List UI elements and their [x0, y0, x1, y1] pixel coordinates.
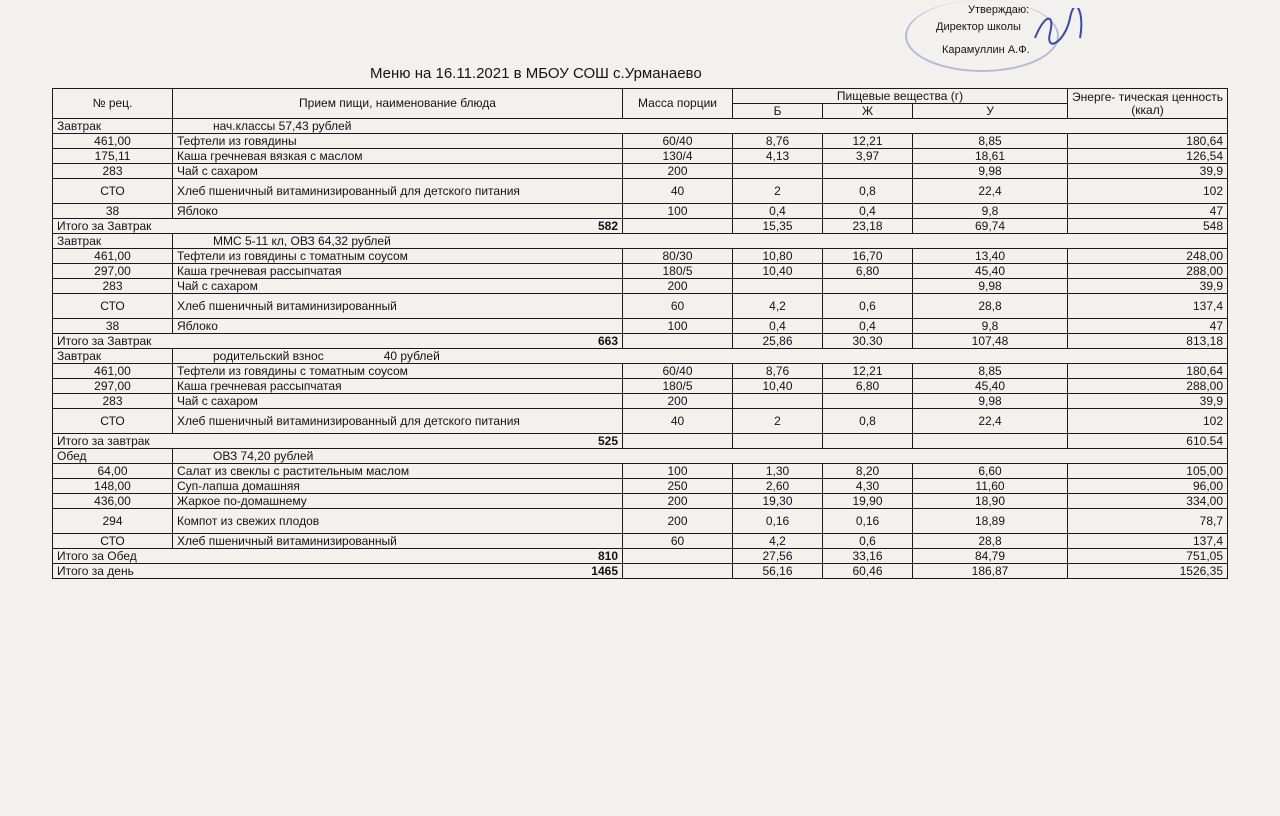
cell-mass: 60	[623, 294, 733, 319]
section-label: Завтрак	[53, 349, 173, 364]
total-label-text: Итого за Обед	[57, 548, 137, 563]
cell-mass: 180/5	[623, 379, 733, 394]
cell-kcal: 47	[1068, 319, 1228, 334]
cell-name: Компот из свежих плодов	[173, 509, 623, 534]
cell-u: 18,89	[913, 509, 1068, 534]
section-total-row	[53, 219, 1228, 234]
approval-line-1: Утверждаю:	[968, 4, 1030, 16]
cell-zh: 3,97	[823, 149, 913, 164]
cell-rec: 297,00	[53, 379, 173, 394]
section-total-row	[53, 334, 1228, 349]
cell-name: Каша гречневая рассыпчатая	[173, 264, 623, 279]
total-u: 107,48	[913, 334, 1068, 349]
section-total-label	[53, 549, 623, 564]
cell-rec: 461,00	[53, 364, 173, 379]
cell-kcal: 47	[1068, 204, 1228, 219]
table-row	[53, 149, 1228, 164]
cell-kcal: 180,64	[1068, 364, 1228, 379]
cell-name: Чай с сахаром	[173, 164, 623, 179]
cell-rec: СТО	[53, 179, 173, 204]
cell-zh: 8,20	[823, 464, 913, 479]
total-mass: 663	[597, 333, 618, 348]
cell-mass: 60	[623, 534, 733, 549]
cell-kcal: 39,9	[1068, 279, 1228, 294]
cell-u: 9,98	[913, 394, 1068, 409]
header-nutrients: Пищевые вещества (г)	[733, 89, 1068, 104]
cell-b: 2,60	[733, 479, 823, 494]
section-subtitle	[173, 119, 1228, 134]
cell-b: 8,76	[733, 134, 823, 149]
cell-mass: 130/4	[623, 149, 733, 164]
total-b	[733, 434, 823, 449]
cell-u: 9,98	[913, 164, 1068, 179]
cell-mass: 200	[623, 494, 733, 509]
cell-u: 22,4	[913, 409, 1068, 434]
day-total-mass: 1465	[591, 563, 618, 578]
section-price: 40 рублей	[383, 348, 440, 363]
section-total-label	[53, 334, 623, 349]
table-row	[53, 294, 1228, 319]
day-total-row	[53, 564, 1228, 579]
cell-mass: 200	[623, 164, 733, 179]
cell-zh	[823, 279, 913, 294]
cell-u: 45,40	[913, 379, 1068, 394]
cell-name: Чай с сахаром	[173, 394, 623, 409]
cell-b	[733, 394, 823, 409]
total-kcal: 610.54	[1068, 434, 1228, 449]
cell-kcal: 39,9	[1068, 394, 1228, 409]
cell-b: 10,40	[733, 264, 823, 279]
cell-name: Хлеб пшеничный витаминизированный	[173, 534, 623, 549]
cell-zh: 12,21	[823, 134, 913, 149]
table-row	[53, 464, 1228, 479]
section-label: Завтрак	[53, 119, 173, 134]
section-header-row	[53, 119, 1228, 134]
section-total-row	[53, 549, 1228, 564]
cell-mass: 180/5	[623, 264, 733, 279]
approval-block	[930, 2, 1150, 59]
cell-name: Суп-лапша домашняя	[173, 479, 623, 494]
cell-rec: 38	[53, 319, 173, 334]
cell-b: 0,16	[733, 509, 823, 534]
total-b: 27,56	[733, 549, 823, 564]
cell-rec: 461,00	[53, 249, 173, 264]
cell-name: Хлеб пшеничный витаминизированный для детского питания	[173, 409, 623, 434]
cell-b: 4,2	[733, 294, 823, 319]
cell-name: Каша гречневая рассыпчатая	[173, 379, 623, 394]
header-energy: Энерге- тическая ценность (ккал)	[1068, 89, 1228, 119]
cell-mass: 100	[623, 319, 733, 334]
cell-rec: 283	[53, 279, 173, 294]
table-row	[53, 319, 1228, 334]
total-kcal: 813,18	[1068, 334, 1228, 349]
cell-kcal: 180,64	[1068, 134, 1228, 149]
total-u: 84,79	[913, 549, 1068, 564]
menu-body	[53, 119, 1228, 579]
section-total-label	[53, 219, 623, 234]
page-title: Меню на 16.11.2021 в МБОУ СОШ с.Урманаево	[370, 65, 702, 82]
cell-u: 45,40	[913, 264, 1068, 279]
total-zh: 23,18	[823, 219, 913, 234]
cell-mass: 40	[623, 179, 733, 204]
cell-kcal: 78,7	[1068, 509, 1228, 534]
cell-name: Хлеб пшеничный витаминизированный для детского питания	[173, 179, 623, 204]
total-kcal: 548	[1068, 219, 1228, 234]
cell-rec: 461,00	[53, 134, 173, 149]
cell-name: Жаркое по-домашнему	[173, 494, 623, 509]
cell-mass: 80/30	[623, 249, 733, 264]
cell-b: 4,2	[733, 534, 823, 549]
header-b: Б	[733, 104, 823, 119]
day-total-label	[53, 564, 623, 579]
cell-name: Тефтели из говядины с томатным соусом	[173, 249, 623, 264]
cell-b: 0,4	[733, 204, 823, 219]
cell-rec: 297,00	[53, 264, 173, 279]
section-total-row	[53, 434, 1228, 449]
cell-kcal: 102	[1068, 179, 1228, 204]
cell-u: 13,40	[913, 249, 1068, 264]
cell-zh: 0,8	[823, 179, 913, 204]
total-u	[913, 434, 1068, 449]
cell-b	[733, 279, 823, 294]
header-u: У	[913, 104, 1068, 119]
cell-rec: 283	[53, 394, 173, 409]
cell-mass: 60/40	[623, 364, 733, 379]
table-row	[53, 134, 1228, 149]
cell-b: 1,30	[733, 464, 823, 479]
total-label-text: Итого за завтрак	[57, 433, 150, 448]
cell-name: Каша гречневая вязкая с маслом	[173, 149, 623, 164]
cell-name: Чай с сахаром	[173, 279, 623, 294]
cell-mass: 200	[623, 279, 733, 294]
section-header-row	[53, 349, 1228, 364]
section-subtitle-text: ОВЗ 74,20 рублей	[213, 448, 314, 463]
cell-rec: СТО	[53, 409, 173, 434]
cell-kcal: 334,00	[1068, 494, 1228, 509]
cell-rec: 175,11	[53, 149, 173, 164]
cell-mass: 60/40	[623, 134, 733, 149]
cell-name: Хлеб пшеничный витаминизированный	[173, 294, 623, 319]
cell-rec: 283	[53, 164, 173, 179]
cell-zh: 0,8	[823, 409, 913, 434]
cell-b: 2	[733, 409, 823, 434]
cell-b	[733, 164, 823, 179]
section-subtitle-text: нач.классы 57,43 рублей	[213, 118, 352, 133]
section-label: Обед	[53, 449, 173, 464]
cell-zh: 6,80	[823, 264, 913, 279]
table-row	[53, 409, 1228, 434]
cell-zh: 0,16	[823, 509, 913, 534]
total-mass: 582	[597, 218, 618, 233]
cell-kcal: 105,00	[1068, 464, 1228, 479]
total-zh: 30.30	[823, 334, 913, 349]
cell-mass: 100	[623, 464, 733, 479]
cell-u: 22,4	[913, 179, 1068, 204]
cell-b: 2	[733, 179, 823, 204]
cell-mass: 200	[623, 509, 733, 534]
cell-u: 9,98	[913, 279, 1068, 294]
approval-line-3: Карамуллин А.Ф.	[942, 44, 1030, 56]
cell-u: 28,8	[913, 534, 1068, 549]
cell-zh	[823, 164, 913, 179]
cell-empty	[623, 434, 733, 449]
table-row	[53, 494, 1228, 509]
total-label-text: Итого за Завтрак	[57, 333, 152, 348]
table-row	[53, 509, 1228, 534]
cell-name: Яблоко	[173, 319, 623, 334]
header-name: Прием пищи, наименование блюда	[173, 89, 623, 119]
cell-b: 10,80	[733, 249, 823, 264]
menu-table	[52, 88, 1228, 579]
cell-kcal: 137,4	[1068, 534, 1228, 549]
cell-b: 19,30	[733, 494, 823, 509]
cell-zh: 16,70	[823, 249, 913, 264]
section-subtitle-text: родительский взнос	[213, 348, 324, 363]
day-total-b: 56,16	[733, 564, 823, 579]
cell-rec: 148,00	[53, 479, 173, 494]
table-row	[53, 179, 1228, 204]
cell-mass: 40	[623, 409, 733, 434]
total-zh	[823, 434, 913, 449]
cell-empty	[623, 334, 733, 349]
cell-u: 6,60	[913, 464, 1068, 479]
approval-line-2: Директор школы	[936, 21, 1021, 33]
total-label-text: Итого за Завтрак	[57, 218, 152, 233]
day-total-label-text: Итого за день	[57, 563, 134, 578]
cell-u: 28,8	[913, 294, 1068, 319]
table-row	[53, 249, 1228, 264]
cell-empty	[623, 564, 733, 579]
cell-kcal: 137,4	[1068, 294, 1228, 319]
total-kcal: 751,05	[1068, 549, 1228, 564]
cell-b: 8,76	[733, 364, 823, 379]
cell-mass: 250	[623, 479, 733, 494]
header-mass: Масса порции	[623, 89, 733, 119]
cell-zh: 12,21	[823, 364, 913, 379]
cell-u: 9,8	[913, 319, 1068, 334]
table-row	[53, 264, 1228, 279]
section-header-row	[53, 234, 1228, 249]
table-row	[53, 279, 1228, 294]
cell-zh: 0,6	[823, 534, 913, 549]
cell-u: 11,60	[913, 479, 1068, 494]
section-subtitle	[173, 449, 1228, 464]
table-row	[53, 204, 1228, 219]
cell-empty	[623, 219, 733, 234]
cell-name: Тефтели из говядины	[173, 134, 623, 149]
day-total-zh: 60,46	[823, 564, 913, 579]
cell-mass: 100	[623, 204, 733, 219]
cell-u: 18,90	[913, 494, 1068, 509]
cell-kcal: 288,00	[1068, 379, 1228, 394]
total-mass: 810	[597, 548, 618, 563]
cell-rec: 436,00	[53, 494, 173, 509]
cell-kcal: 96,00	[1068, 479, 1228, 494]
cell-rec: 38	[53, 204, 173, 219]
cell-empty	[623, 549, 733, 564]
section-label: Завтрак	[53, 234, 173, 249]
cell-name: Тефтели из говядины с томатным соусом	[173, 364, 623, 379]
table-row	[53, 479, 1228, 494]
cell-u: 8,85	[913, 134, 1068, 149]
total-b: 15,35	[733, 219, 823, 234]
day-total-kcal: 1526,35	[1068, 564, 1228, 579]
cell-b: 0,4	[733, 319, 823, 334]
cell-zh: 0,6	[823, 294, 913, 319]
section-total-label	[53, 434, 623, 449]
cell-u: 8,85	[913, 364, 1068, 379]
cell-kcal: 39,9	[1068, 164, 1228, 179]
cell-zh: 19,90	[823, 494, 913, 509]
table-row	[53, 379, 1228, 394]
cell-rec: 294	[53, 509, 173, 534]
table-row	[53, 164, 1228, 179]
section-header-row	[53, 449, 1228, 464]
cell-kcal: 102	[1068, 409, 1228, 434]
table-row	[53, 364, 1228, 379]
cell-rec: 64,00	[53, 464, 173, 479]
total-u: 69,74	[913, 219, 1068, 234]
cell-zh: 4,30	[823, 479, 913, 494]
cell-rec: СТО	[53, 534, 173, 549]
total-zh: 33,16	[823, 549, 913, 564]
day-total-u: 186,87	[913, 564, 1068, 579]
cell-name: Салат из свеклы с растительным маслом	[173, 464, 623, 479]
cell-u: 9,8	[913, 204, 1068, 219]
cell-b: 10,40	[733, 379, 823, 394]
total-mass: 525	[597, 433, 618, 448]
cell-zh: 0,4	[823, 204, 913, 219]
cell-zh: 0,4	[823, 319, 913, 334]
cell-zh: 6,80	[823, 379, 913, 394]
cell-b: 4,13	[733, 149, 823, 164]
cell-kcal: 288,00	[1068, 264, 1228, 279]
header-zh: Ж	[823, 104, 913, 119]
table-row	[53, 394, 1228, 409]
total-b: 25,86	[733, 334, 823, 349]
cell-kcal: 248,00	[1068, 249, 1228, 264]
cell-rec: СТО	[53, 294, 173, 319]
cell-kcal: 126,54	[1068, 149, 1228, 164]
cell-u: 18,61	[913, 149, 1068, 164]
section-subtitle-text: ММС 5-11 кл, ОВЗ 64,32 рублей	[213, 233, 391, 248]
table-row	[53, 534, 1228, 549]
cell-zh	[823, 394, 913, 409]
cell-mass: 200	[623, 394, 733, 409]
cell-name: Яблоко	[173, 204, 623, 219]
header-rec: № рец.	[53, 89, 173, 119]
section-subtitle	[173, 349, 1228, 364]
section-subtitle	[173, 234, 1228, 249]
